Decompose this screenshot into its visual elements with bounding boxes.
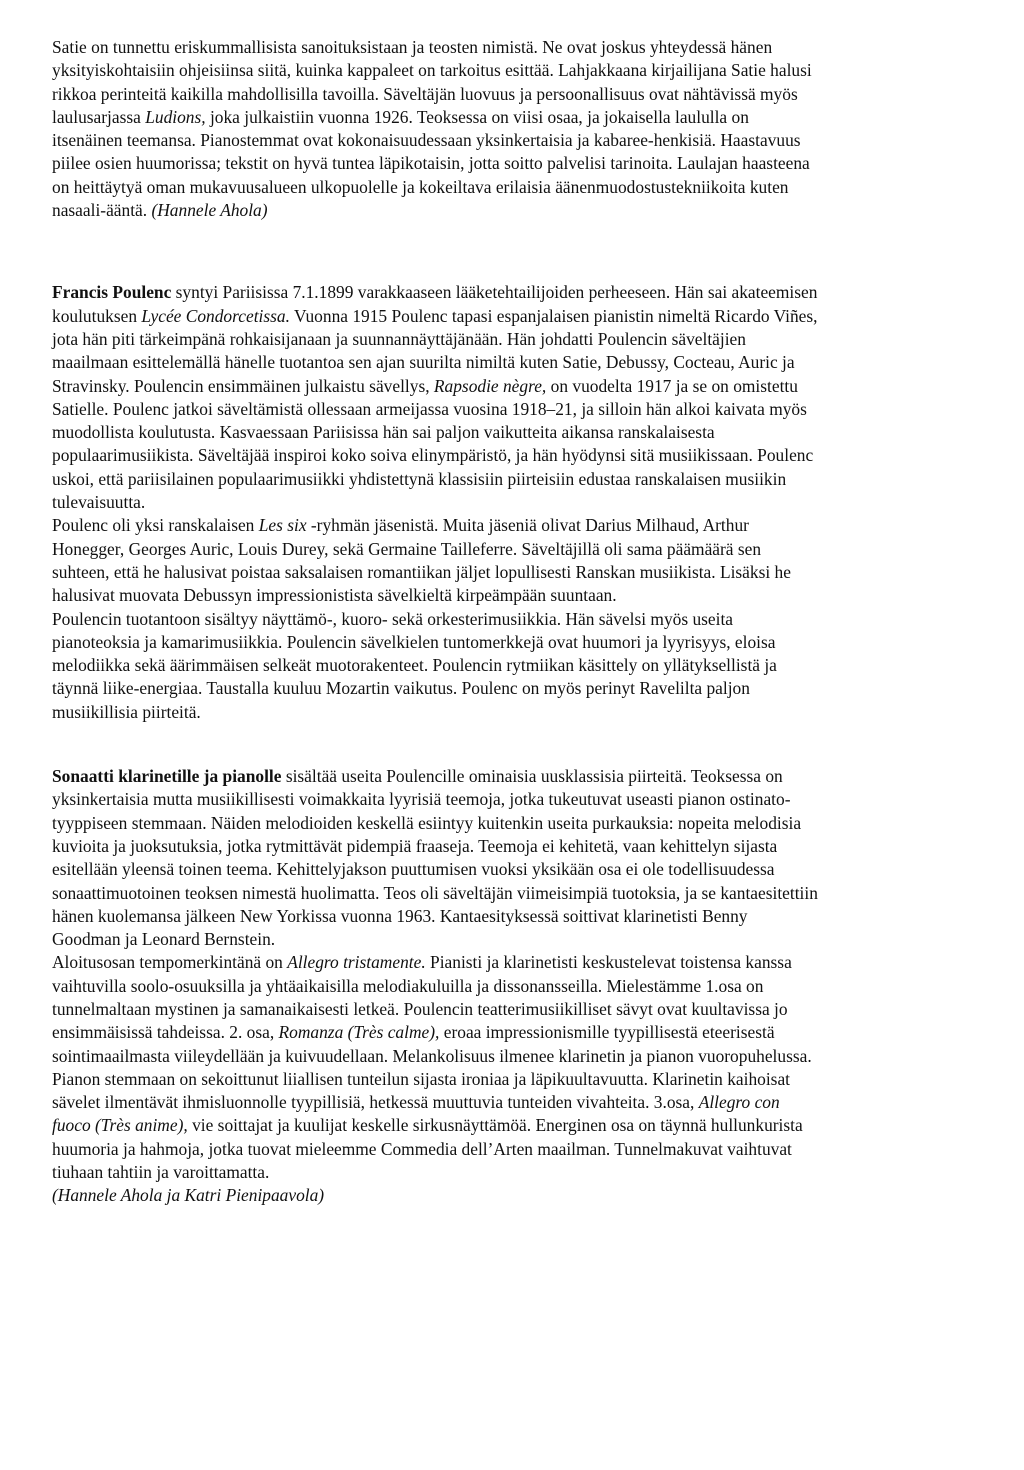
text-line (52, 1161, 982, 1184)
text-line (52, 468, 982, 491)
italic-text-run: (Hannele Ahola ja Katri Pienipaavola) (52, 1185, 325, 1206)
text-line (52, 351, 982, 374)
text-run: populaarimusiikista. Säveltäjää inspiroi koko soiva elinympäristö, ja hän hyödynsi sitä musiikissaan. Poulenc (52, 445, 814, 466)
text-line (52, 129, 982, 152)
text-line (52, 538, 982, 561)
text-run: suhteen, että he halusivat poistaa saksalaisen romantiikan jäljet lopullisesti Ranskan musiikista. Lisäksi he (52, 561, 791, 582)
text-line (52, 375, 982, 398)
text-run: sisältää useita Poulencille ominaisia uusklassisia piirteitä. Teoksessa on (281, 766, 783, 787)
text-run: tiuhaan tahtiin ja varoittamatta. (52, 1162, 270, 1183)
poulenc-biography (52, 281, 982, 724)
text-line (52, 444, 982, 467)
text-run: eroaa impressionismille tyypillisestä eteerisestä (439, 1022, 775, 1043)
text-line (52, 1184, 982, 1207)
satie-paragraph (52, 36, 982, 222)
text-run: tulevaisuutta. (52, 492, 146, 513)
text-line (52, 812, 982, 835)
text-run: täynnä liike-energiaa. Taustalla kuuluu Mozartin vaikutus. Poulenc on myös perinyt Ravelilta paljon (52, 678, 750, 699)
text-run: on vuodelta 1917 ja se on omistettu (546, 375, 798, 396)
text-line (52, 514, 982, 537)
text-line (52, 328, 982, 351)
text-run: sävelet ilmentävät ihmisluonnolle tyypillisiä, hetkessä muuttuvia tunteiden vivahteita. 3.osa, (52, 1092, 699, 1113)
text-run: itsenäinen teemansa. Pianostemmat ovat kokonaisuudessaan yksinkertaisia ja kabaree-henkisiä. Haastavuus (52, 130, 801, 151)
text-line (52, 905, 982, 928)
text-run: hänen kuolemansa jälkeen New Yorkissa vuonna 1963. Kantaesityksessä soittivat klarinetisti Benny (52, 905, 748, 926)
text-line (52, 951, 982, 974)
text-run: Satie on tunnettu eriskummallisista sanoituksistaan ja teosten nimistä. Ne ovat joskus yhteydessä hänen (52, 37, 773, 57)
text-line (52, 491, 982, 514)
text-run: uskoi, että pariisilainen populaarimusiikki yhdistettynä klassisiin piirteisiin edustaa ranskalaisen musiikin (52, 468, 787, 489)
text-line (52, 398, 982, 421)
text-line (52, 788, 982, 811)
text-run: maailmaan esittelemällä hänelle tuotantoa sen ajan suurilta nimiltä kuten Satie, Debussy, Cocteau, Auric ja (52, 352, 795, 373)
text-line (52, 882, 982, 905)
italic-text-run: Allegro con (698, 1092, 780, 1113)
text-run: jota hän piti tärkeimpänä rohkaisijanaan ja suunnannäyttäjänään. Hän johdatti Poulencin säveltäjien (52, 328, 746, 349)
text-line (52, 36, 982, 59)
text-run: on heittäytyä oman mukavuusalueen ulkopuolelle ja kokeiltava erilaisia äänenmuodostustekniikoita kuten (52, 176, 789, 197)
bold-text-run: Francis Poulenc (52, 282, 172, 303)
text-line (52, 561, 982, 584)
text-run: Poulenc oli yksi ranskalaisen (52, 515, 259, 536)
text-run: Pianon stemmaan on sekoittunut liiallisen tunteilun sijasta ironiaa ja läpikuultavuutta. Klarinetin kaihoisat (52, 1068, 790, 1089)
text-line (52, 199, 982, 222)
bold-text-run: Sonaatti klarinetille ja pianolle (52, 766, 282, 787)
text-run: Pianisti ja klarinetisti keskustelevat toistensa kanssa (425, 952, 792, 973)
text-run: Aloitusosan tempomerkintänä on (52, 952, 288, 973)
text-line (52, 765, 982, 788)
text-run: tyyppiseen stemmaan. Näiden melodioiden keskellä esiintyy kuitenkin useita purkauksia: nopeita melodisia (52, 812, 802, 833)
text-run: rikkoa perinteitä kaikilla mahdollisilla tavoilla. Säveltäjän luovuus ja persoonallisuus ovat nähtävissä myös (52, 83, 798, 104)
text-run: piilee osien huumorissa; tekstit on hyvä tuntea läpikotaisin, jotta soitto palvelisi tarinoita. Laulajan haasteena (52, 153, 810, 174)
sonata-description (52, 765, 982, 1208)
text-line (52, 305, 982, 328)
section-gap (52, 222, 982, 281)
text-line (52, 1091, 982, 1114)
text-run: Satielle. Poulenc jatkoi säveltämistä ollessaan armeijassa vuosina 1918–21, ja silloin hän alkoi kaivata myös (52, 398, 807, 419)
text-run: yksinkertaisia mutta musiikillisesti voimakkaita lyyrisiä teemoja, jotka tukeutuvat useasti pianon ostinato- (52, 789, 791, 810)
text-line (52, 83, 982, 106)
text-run: -ryhmän jäsenistä. Muita jäseniä olivat Darius Milhaud, Arthur (306, 515, 749, 536)
text-run: sointimaailmasta viileydellään ja kuivuudellaan. Melankolisuus ilmenee klarinetin ja pianon vuoropuhelussa. (52, 1045, 812, 1066)
italic-text-run: fuoco (Très anime), (52, 1115, 188, 1136)
text-run: Vuonna 1915 Poulenc tapasi espanjalaisen pianistin nimeltä Ricardo Viñes, (289, 305, 818, 326)
text-run: syntyi Pariisissa 7.1.1899 varakkaaseen lääketehtailijoiden perheeseen. Hän sai akateemisen (171, 282, 818, 303)
text-run: nasaali-ääntä. (52, 200, 152, 221)
text-run: ensimmäisissä tahdeissa. 2. osa, (52, 1022, 279, 1043)
italic-text-run: Allegro tristamente. (287, 952, 426, 973)
text-run: Stravinsky. Poulencin ensimmäinen julkaistu sävellys, (52, 375, 434, 396)
text-line (52, 928, 982, 951)
text-run: sonaattimuotoinen teoksen nimestä huolimatta. Teos oli säveltäjän viimeisimpiä tuotoksia, ja se kantaesitettiin (52, 882, 818, 903)
italic-text-run: (Hannele Ahola) (151, 200, 268, 221)
text-run: joka julkaistiin vuonna 1926. Teoksessa on viisi osaa, ja jokaisella laululla on (205, 106, 749, 127)
text-run: Honegger, Georges Auric, Louis Durey, sekä Germaine Tailleferre. Säveltäjillä oli sama päämäärä sen (52, 538, 762, 559)
text-run: koulutuksen (52, 305, 142, 326)
text-run: tunnelmaltaan mystinen ja samanaikaisesti letkeä. Poulencin teatterimusiikilliset sävyt ovat kuultavissa jo (52, 998, 788, 1019)
text-line (52, 1021, 982, 1044)
text-line (52, 106, 982, 129)
italic-text-run: Les six (258, 515, 307, 536)
italic-text-run: Rapsodie nègre, (433, 375, 547, 396)
section-gap (52, 724, 982, 765)
text-line (52, 858, 982, 881)
text-run: Poulencin tuotantoon sisältyy näyttämö-, kuoro- sekä orkesterimusiikkia. Hän sävelsi myös useita (52, 608, 734, 629)
text-run: vie soittajat ja kuulijat keskelle sirkusnäyttämöä. Energinen osa on täynnä hullunkurista (187, 1115, 803, 1136)
text-run: huumoria ja hahmoja, jotka tuovat mieleemme Commedia dell’Arten maailman. Tunnelmakuvat vaihtuvat (52, 1138, 792, 1159)
text-run: laulusarjassa (52, 106, 146, 127)
text-line (52, 631, 982, 654)
text-line (52, 59, 982, 82)
text-line (52, 152, 982, 175)
text-line (52, 677, 982, 700)
text-line (52, 1114, 982, 1137)
text-line (52, 608, 982, 631)
text-run: pianoteoksia ja kamarimusiikkia. Poulencin sävelkielen tuntomerkkejä ovat huumori ja lyyrisyys, eloisa (52, 631, 776, 652)
text-line (52, 1068, 982, 1091)
text-line (52, 835, 982, 858)
text-run: musiikillisia piirteitä. (52, 701, 201, 722)
text-line (52, 998, 982, 1021)
text-line (52, 1138, 982, 1161)
text-run: kuvioita ja juoksutuksia, jotka rytmittävät pidempiä fraaseja. Teemoja ei kehitetä, vaan kehittelyn sijasta (52, 835, 778, 856)
text-line (52, 1045, 982, 1068)
italic-text-run: Romanza (Très calme), (278, 1022, 440, 1043)
text-line (52, 176, 982, 199)
text-run: yksityiskohtaisiin ohjeisiinsa siitä, kuinka kappaleet on tarkoitus esittää. Lahjakkaana kirjailijana Satie halusi (52, 60, 812, 81)
italic-text-run: Lycée Condorcetissa. (141, 305, 290, 326)
text-line (52, 701, 982, 724)
text-run: muodollista koulutusta. Kasvaessaan Pariisissa hän sai paljon vaikutteita aikansa ranskalaisesta (52, 422, 715, 443)
text-run: esitellään yleensä toinen teema. Kehittelyjakson puuttumisen vuoksi yksikään osa ei ole todellisuudessa (52, 859, 775, 880)
document-page (52, 36, 982, 1208)
text-run: melodiikka sekä äärimmäisen selkeät muotorakenteet. Poulencin rytmiikan käsittely on yllätyksellistä ja (52, 655, 777, 676)
text-run: Goodman ja Leonard Bernstein. (52, 929, 276, 950)
text-run: vaihtuvilla soolo-osuuksilla ja yhtäaikaisilla melodiakuluilla ja dissonansseilla. Mielestämme 1.osa on (52, 975, 764, 996)
text-line (52, 975, 982, 998)
text-line (52, 654, 982, 677)
text-line (52, 584, 982, 607)
italic-text-run: Ludions, (145, 106, 206, 127)
text-line (52, 421, 982, 444)
text-run: halusivat muovata Debussyn impressionistista sävelkieltä kirpeämpään suuntaan. (52, 585, 617, 606)
text-line (52, 281, 982, 304)
